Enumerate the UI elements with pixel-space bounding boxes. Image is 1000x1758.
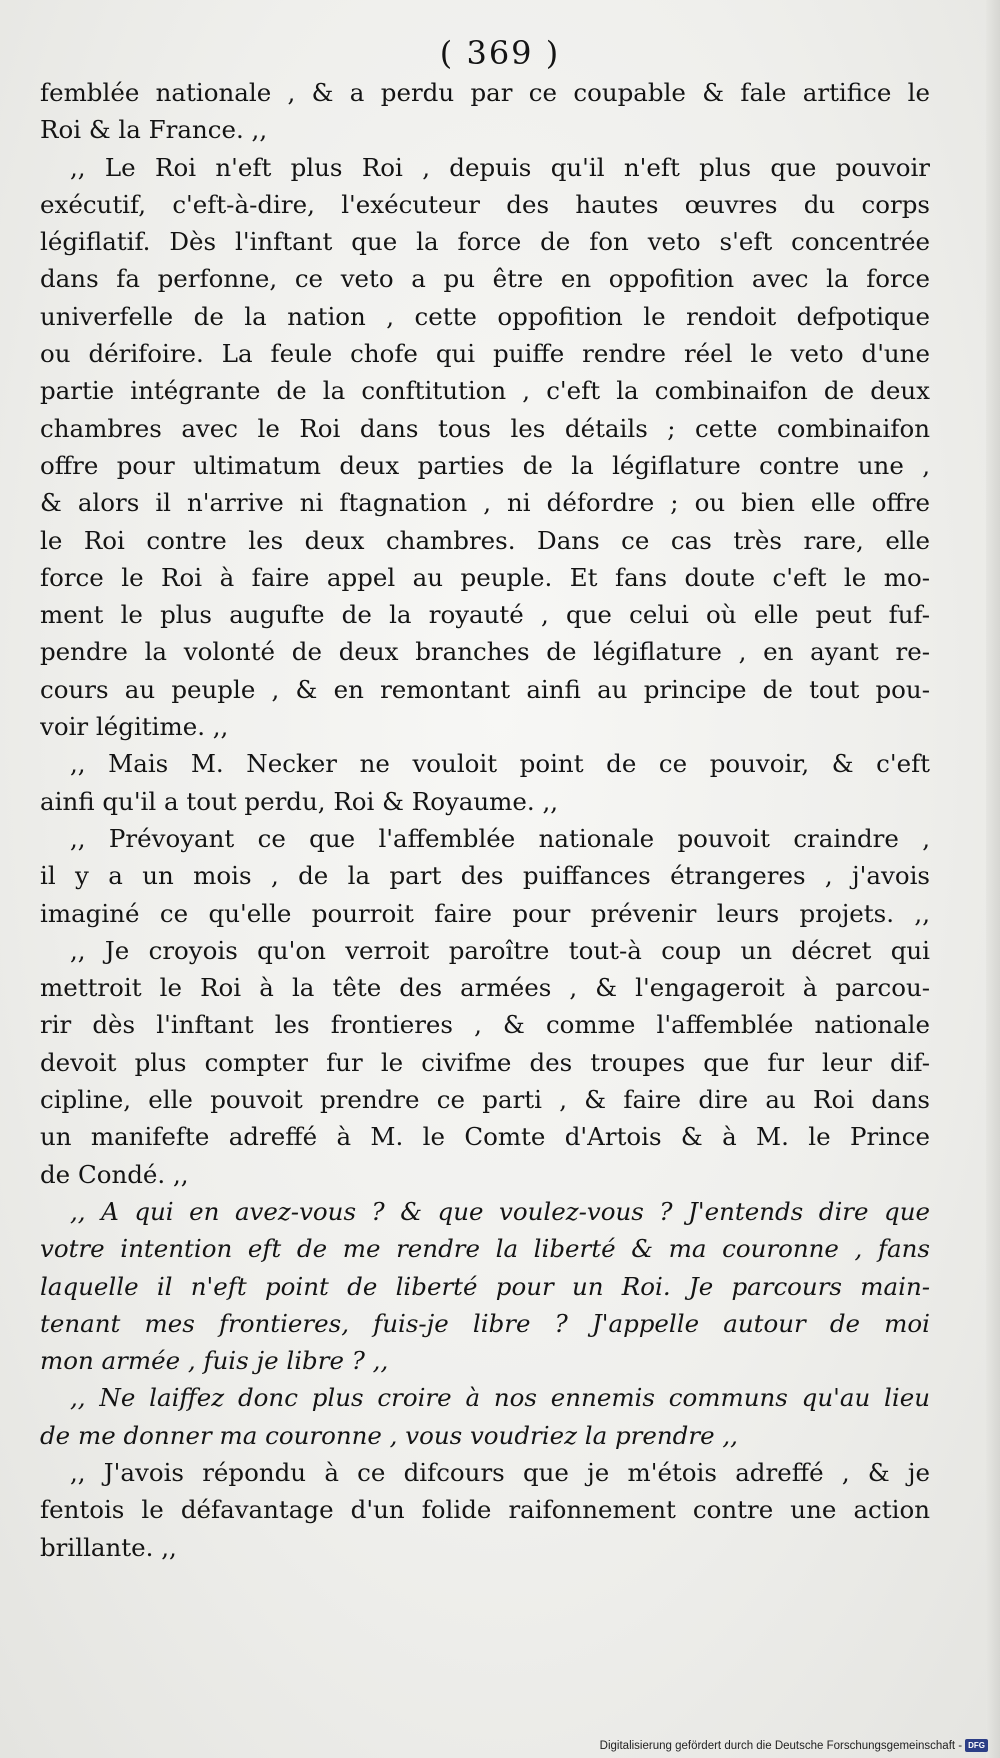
text-line: ,, Mais M. Necker ne vouloit point de ce pouvoir, & c'eft — [70, 749, 930, 779]
text-line: ou dérifoire. La feule chofe qui puiffe rendre réel le veto d'une — [40, 339, 930, 369]
text-line: offre pour ultimatum deux parties de la légiflature contre une , — [40, 450, 930, 480]
text-line: Roi & la France. ,, — [40, 115, 268, 145]
text-line: partie intégrante de la conftitution , c'eft la combinaifon de deux — [40, 376, 930, 406]
text-line: femblée nationale , & a perdu par ce coupable & fale artifice le — [40, 78, 930, 107]
text-line: ,, J'avois répondu à ce difcours que je m'étois adreffé , & je — [70, 1457, 930, 1487]
text-line: cours au peuple , & en remontant ainfi au principe de tout pou- — [40, 674, 930, 704]
text-line: voir légitime. ,, — [40, 712, 229, 742]
text-line: de me donner ma couronne , vous voudriez la prendre ,, — [40, 1420, 738, 1450]
text-line: dans fa perfonne, ce veto a pu être en oppofition avec la force — [40, 264, 930, 294]
text-line: ,, Je croyois qu'on verroit paroître tout-à coup un décret qui — [70, 935, 930, 965]
dfg-logo: DFG — [965, 1739, 988, 1752]
text-line: pendre la volonté de deux branches de légiflature , en ayant re- — [40, 637, 930, 667]
text-line: cipline, elle pouvoit prendre ce parti , & faire dire au Roi dans — [40, 1085, 930, 1115]
text-line: le Roi contre les deux chambres. Dans ce cas très rare, elle — [40, 525, 930, 555]
text-line: ,, A qui en avez-vous ? & que voulez-vous ? J'entends dire que — [70, 1196, 930, 1226]
page-number: ( 369 ) — [439, 34, 561, 72]
text-line: chambres avec le Roi dans tous les détails ; cette combinaifon — [40, 413, 930, 443]
page-edge — [986, 0, 1000, 1758]
text-line: mon armée , fuis je libre ? ,, — [40, 1346, 389, 1376]
text-line: un manifefte adreffé à M. le Comte d'Artois & à M. le Prince — [40, 1122, 930, 1152]
text-line: de Condé. ,, — [40, 1159, 189, 1189]
text-line: tenant mes frontieres, fuis-je libre ? J'appelle autour de moi — [40, 1308, 930, 1338]
text-line: il y a un mois , de la part des puiffances étrangeres , j'avois — [40, 861, 930, 891]
text-line: ,, Prévoyant ce que l'affemblée nationale pouvoit craindre , — [70, 823, 930, 853]
text-line: & alors il n'arrive ni ftagnation , ni défordre ; ou bien elle offre — [40, 488, 930, 518]
text-line: votre intention eft de me rendre la liberté & ma couronne , fans — [40, 1234, 930, 1264]
text-line: univerfelle de la nation , cette oppofition le rendoit defpotique — [40, 301, 930, 331]
text-line: laquelle il n'eft point de liberté pour un Roi. Je parcours main- — [40, 1271, 930, 1301]
body-text — [40, 74, 930, 1566]
text-line: ment le plus augufte de la royauté , que celui où elle peut fuf- — [40, 600, 930, 630]
text-line: exécutif, c'eft-à-dire, l'exécuteur des hautes œuvres du corps — [40, 189, 930, 219]
text-line: ,, Ne laiffez donc plus croire à nos ennemis communs qu'au lieu — [70, 1383, 930, 1413]
digitization-credit — [600, 1739, 988, 1752]
text-line: ainfi qu'il a tout perdu, Roi & Royaume. ,, — [40, 786, 559, 816]
text-line: brillante. ,, — [40, 1532, 177, 1562]
text-line: imaginé ce qu'elle pourroit faire pour prévenir leurs projets. ,, — [40, 898, 930, 928]
text-line: légiflatif. Dès l'inftant que la force de fon veto s'eft concentrée — [40, 227, 930, 257]
text-line: rir dès l'inftant les frontieres , & comme l'affemblée nationale — [40, 1010, 930, 1040]
credit-text: Digitalisierung gefördert durch die Deutsche Forschungsgemeinschaft - — [599, 1739, 963, 1752]
text-line: devoit plus compter fur le civifme des troupes que fur leur dif- — [40, 1047, 930, 1077]
text-line: mettroit le Roi à la tête des armées , & l'engageroit à parcou- — [40, 973, 930, 1003]
text-line: ,, Le Roi n'eft plus Roi , depuis qu'il n'eft plus que pouvoir — [70, 152, 930, 182]
text-line: force le Roi à faire appel au peuple. Et fans doute c'eft le mo- — [40, 562, 930, 592]
text-line: fentois le défavantage d'un folide raifonnement contre une action — [40, 1495, 930, 1525]
